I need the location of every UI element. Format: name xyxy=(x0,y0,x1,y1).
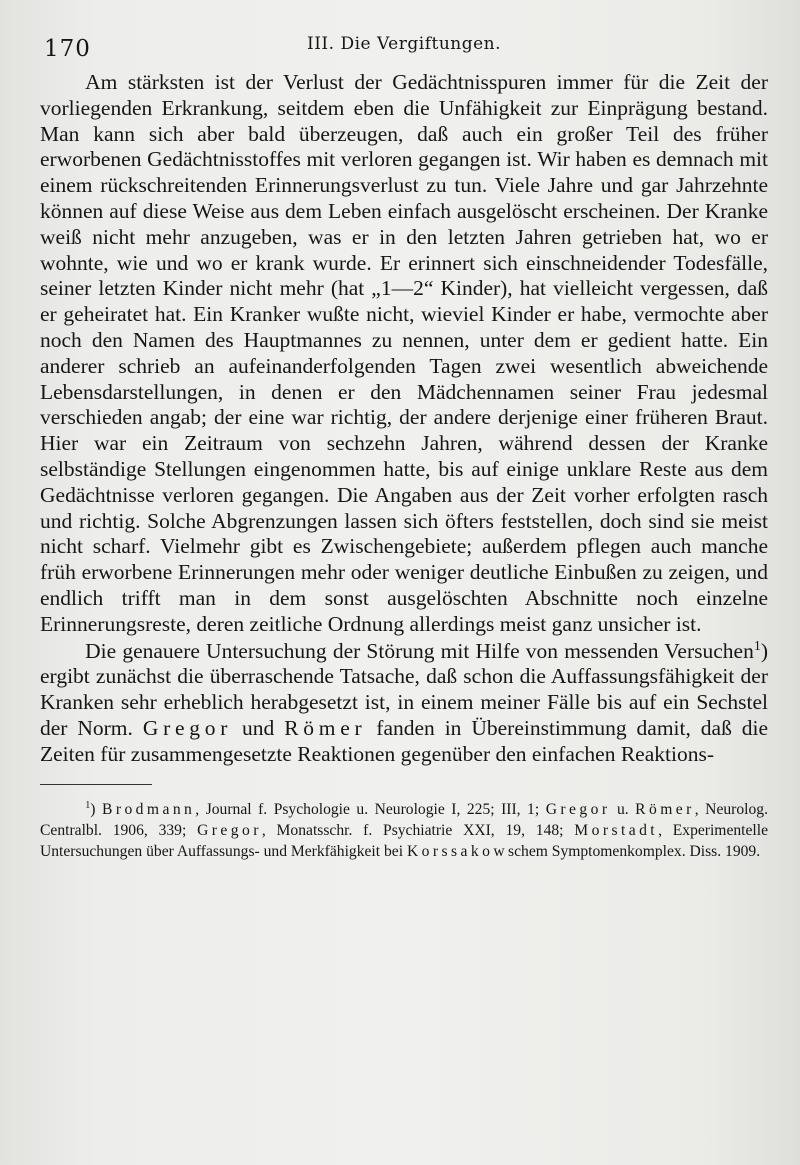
footnote-author-gregor: Gregor xyxy=(545,800,611,818)
footnote-text-3: , Monatsschr. f. Psychiatrie XXI, 19, 148; xyxy=(261,821,564,839)
page-header xyxy=(40,30,768,70)
footnote-text-5: schem Symptomenkomplex. Diss. 1909. xyxy=(508,842,761,860)
footnote-1 xyxy=(40,799,768,862)
footnotes xyxy=(40,799,768,862)
footnote-author-roemer: Römer xyxy=(635,800,695,818)
conjunction-und: und xyxy=(242,715,275,740)
paragraph-2 xyxy=(40,639,768,768)
footnote-text-4: , Experimentelle Untersuchungen über Auffassungs- und Merkfähigkeit bei xyxy=(40,821,768,860)
footnote-text-2: , Neurolog. Centralbl. 1906, 339; xyxy=(40,800,768,839)
page-number: 170 xyxy=(44,36,91,62)
paragraph-1: Am stärksten ist der Verlust der Gedächtnisspuren immer für die Zeit der vorliegenden Erkrankung, seitdem eben die Unfähigkeit zur Einprägung bestand. Man kann sich aber bald überzeugen, daß auch ein großer Teil des früher erworbenen Gedächtnisstoffes mit verloren gegangen ist. Wir haben es demnach mit einem rückschreitenden Erinnerungsverlust zu tun. Viele Jahre und gar Jahrzehnte können auf diese Weise aus dem Leben einfach ausgelöscht erscheinen. Der Kranke weiß nicht mehr anzugeben, was er in den letzten Jahren getrieben hat, wo er wohnte, wie und wo er krank wurde. Er erinnert sich einschneidender Todesfälle, seiner letzten Kinder nicht mehr (hat „1—2“ Kinder), hat vielleicht vergessen, daß er geheiratet hat. Ein Kranker wußte nicht, wieviel Kinder er habe, vermochte aber noch den Namen des Hauptmannes zu nennen, unter dem er gedient hatte. Ein anderer schrieb an aufeinanderfolgenden Tagen zwei wesentlich abweichende Lebensdarstellungen, in denen er den Mädchennamen seiner Frau jedesmal verschieden angab; der eine war richtig, der andere derjenige einer früheren Braut. Hier war ein Zeitraum von sechzehn Jahren, während dessen der Kranke selbständige Stellungen eingenommen hatte, bis auf einige unklare Reste aus dem Gedächtnisse verloren gegangen. Die Angaben aus der Zeit vorher erfolgten rasch und richtig. Solche Abgrenzungen lassen sich öfters feststellen, doch sind sie meist nicht scharf. Vielmehr gibt es Zwischengebiete; außerdem pflegen auch manche früh erworbene Erinnerungen mehr oder weniger deutliche Einbußen zu zeigen, und endlich trifft man in dem sonst ausgelöschten Abschnitte noch einzelne Erinnerungsreste, deren zeitliche Ordnung allerdings meist ganz unsicher ist. xyxy=(40,70,768,636)
footnote-author-brodmann: Brodmann xyxy=(102,800,196,818)
paragraph-2-text-b: ) ergibt zunächst die überraschende Tatsache, daß schon die Auffassungsfähigkeit der Kranken sehr erheblich herabgesetzt ist, in einem meiner Fälle bis auf ein Sechstel der Norm. xyxy=(40,638,768,740)
running-head: III. Die Vergiftungen. xyxy=(306,34,502,54)
paragraph-2-text-a: Die genauere Untersuchung der Störung mit Hilfe von messenden Versuchen xyxy=(85,638,754,663)
footnote-marker-paren: ) xyxy=(90,800,96,818)
footnote-reference: 1 xyxy=(753,638,761,654)
footnote-author-gregor-2: Gregor xyxy=(197,821,262,839)
footnote-marker: 1 xyxy=(85,799,91,811)
footnote-conjunction: u. xyxy=(616,800,629,818)
footnote-divider xyxy=(40,784,152,785)
footnote-author-morstadt: Morstadt xyxy=(574,821,659,839)
paragraph-2-text-c: fanden in Übereinstimmung damit, daß die Zeiten für zusammengesetzte Reaktionen gegenüber den einfachen Reaktions- xyxy=(40,715,769,766)
footnote-text-1: , Journal f. Psychologie u. Neurologie I, 225; III, 1; xyxy=(195,800,540,818)
main-text xyxy=(40,70,768,768)
author-name-gregor: Gregor xyxy=(142,715,233,740)
footnote-author-korssakow: Korssakow xyxy=(406,842,509,860)
author-name-roemer: Römer xyxy=(284,715,367,740)
